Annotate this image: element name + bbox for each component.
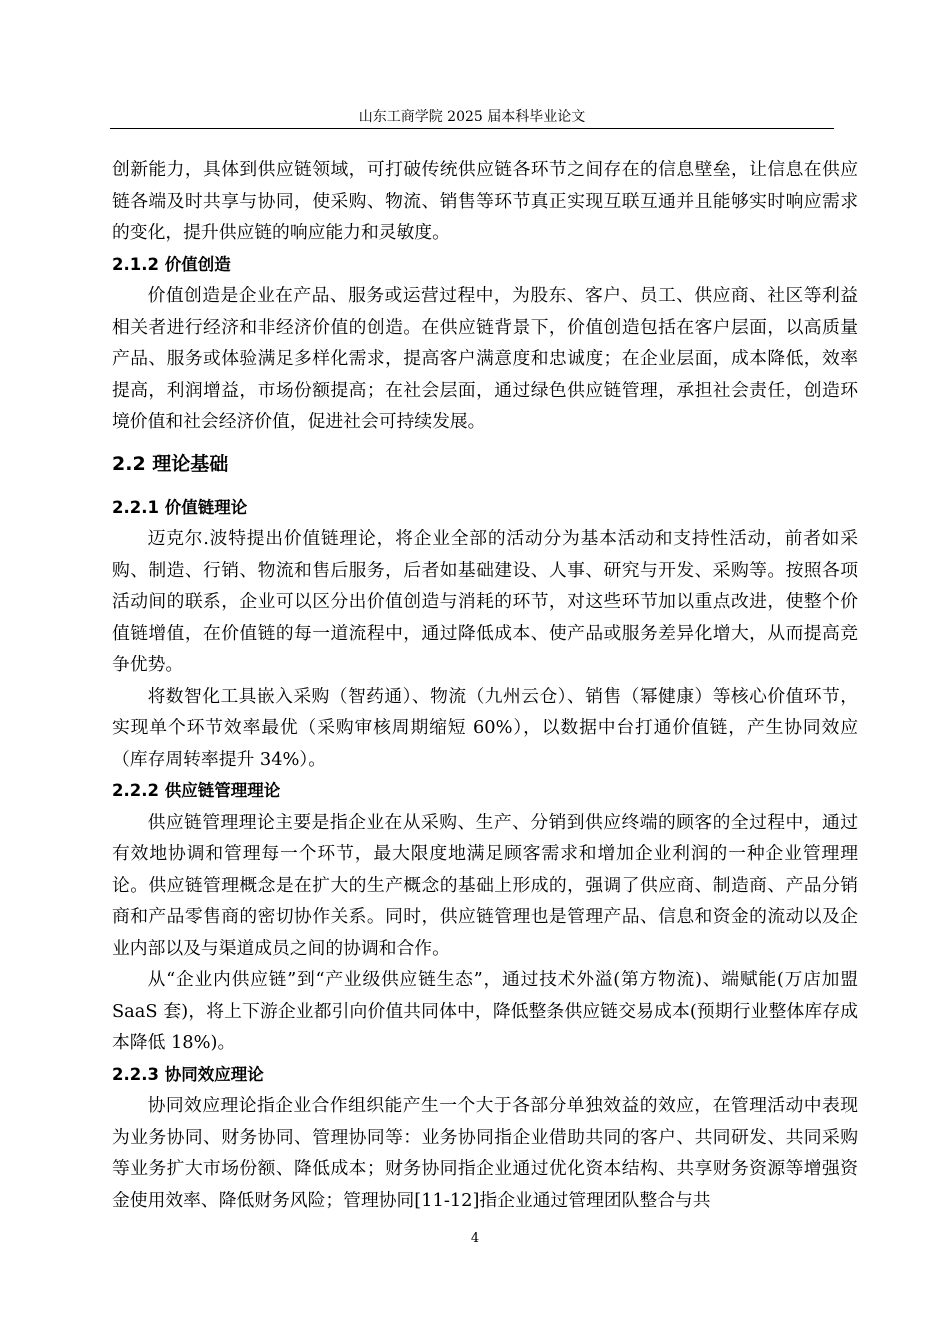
section-heading-2-2: 2.2 理论基础 [112, 452, 229, 475]
section-heading-2-1-2: 2.1.2 价值创造 [112, 254, 231, 274]
paragraph: 协同效应理论指企业合作组织能产生一个大于各部分单独效益的效应，在管理活动中表现为业务协同、财务协同、管理协同等：业务协同指企业借助共同的客户、共同研发、共同采购等业务扩大市场份额、降低成本；财务协同指企业通过优化资本结构、共享财务资源等增强资金使用效率、降低财务风险；管理协同[11-12]指企业通过管理团队整合与共 [112, 1095, 858, 1211]
paragraph: 将数智化工具嵌入采购（智药通）、物流（九州云仓）、销售（幂健康）等核心价值环节，实现单个环节效率最优（采购审核周期缩短 60%），以数据中台打通价值链，产生协同效应（库存周转率提升 34%）。 [112, 685, 858, 770]
header-rule [110, 128, 834, 129]
page-body [112, 154, 858, 1216]
paragraph: 创新能力，具体到供应链领域，可打破传统供应链各环节之间存在的信息壁垒，让信息在供应链各端及时共享与协同，使采购、物流、销售等环节真正实现互联互通并且能够实时响应需求的变化，提升供应链的响应能力和灵敏度。 [112, 159, 858, 243]
section-heading-2-2-2: 2.2.2 供应链管理理论 [112, 781, 281, 800]
paragraph: 价值创造是企业在产品、服务或运营过程中，为股东、客户、员工、供应商、社区等利益相关者进行经济和非经济价值的创造。在供应链背景下，价值创造包括在客户层面，以高质量产品、服务或体验满足多样化需求，提高客户满意度和忠诚度；在企业层面，成本降低，效率提高，利润增益，市场份额提高；在社会层面，通过绿色供应链管理，承担社会责任，创造环境价值和社会经济价值，促进社会可持续发展。 [112, 285, 858, 432]
section-heading-2-2-1: 2.2.1 价值链理论 [112, 497, 248, 517]
page-number: 4 [470, 1231, 480, 1246]
paragraph: 迈克尔.波特提出价值链理论，将企业全部的活动分为基本活动和支持性活动，前者如采购、制造、行销、物流和售后服务，后者如基础建设、人事、研究与开发、采购等。按照各项活动间的联系，企业可以区分出价值创造与消耗的环节，对这些环节加以重点改进，使整个价值链增值，在价值链的每一道流程中，通过降低成本、使产品或服务差异化增大，从而提高竞争优势。 [112, 528, 858, 675]
section-heading-2-2-3: 2.2.3 协同效应理论 [112, 1064, 264, 1084]
paragraph: 供应链管理理论主要是指企业在从采购、生产、分销到供应终端的顾客的全过程中，通过有效地协调和管理每一个环节，最大限度地满足顾客需求和增加企业利润的一种企业管理理论。供应链管理概念是在扩大的生产概念的基础上形成的，强调了供应商、制造商、产品分销商和产品零售商的密切协作关系。同时，供应链管理也是管理产品、信息和资金的流动以及企业内部以及与渠道成员之间的协调和合作。 [112, 811, 858, 959]
running-header: 山东工商学院 2025 届本科毕业论文 [358, 109, 586, 125]
paragraph: 从“企业内供应链”到“产业级供应链生态”，通过技术外溢(第方物流)、端赋能(万店加盟 SaaS 套)，将上下游企业都引向价值共同体中，降低整条供应链交易成本(预期行业整体库存成本降低 18%)。 [112, 969, 858, 1053]
